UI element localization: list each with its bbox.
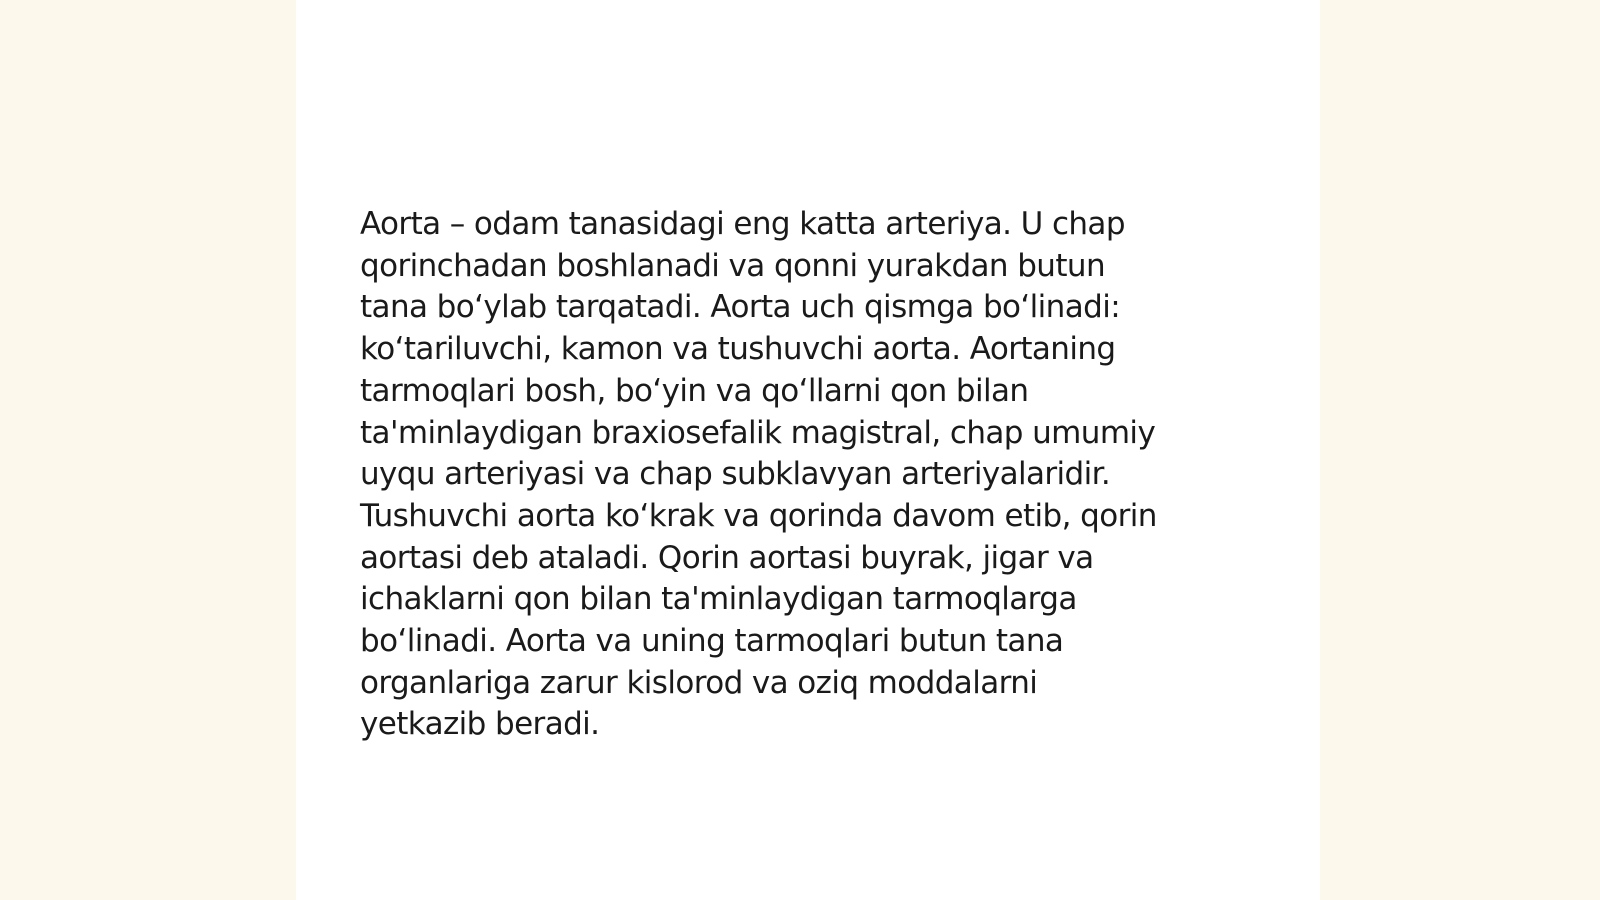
text-line: ta'minlaydigan braxiosefalik magistral, chap umumiy xyxy=(360,414,1156,451)
text-line: Aorta – odam tanasidagi eng katta arteriya. U chap xyxy=(360,206,1125,242)
body-paragraph xyxy=(360,204,1240,746)
text-line: bo‘linadi. Aorta va uning tarmoqlari butun tana xyxy=(360,623,1064,660)
text-line: ichaklarni qon bilan ta'minlaydigan tarmoqlarga xyxy=(360,581,1077,618)
text-line: aortasi deb ataladi. Qorin aortasi buyrak, jigar va xyxy=(360,539,1094,576)
document-page xyxy=(296,0,1320,900)
text-line: organlariga zarur kislorod va oziq moddalarni xyxy=(360,664,1038,701)
text-line: qorinchadan boshlanadi va qonni yurakdan butun xyxy=(360,247,1105,284)
text-line: Tushuvchi aorta ko‘krak va qorinda davom etib, qorin xyxy=(360,497,1157,534)
text-line: yetkazib beradi. xyxy=(360,706,600,743)
text-line: tarmoqlari bosh, bo‘yin va qo‘llarni qon bilan xyxy=(360,372,1029,409)
text-line: ko‘tariluvchi, kamon va tushuvchi aorta. Aortaning xyxy=(360,331,1116,368)
text-line: tana bo‘ylab tarqatadi. Aorta uch qismga bo‘linadi: xyxy=(360,289,1121,326)
text-line: uyqu arteriyasi va chap subklavyan arteriyalaridir. xyxy=(360,456,1111,493)
